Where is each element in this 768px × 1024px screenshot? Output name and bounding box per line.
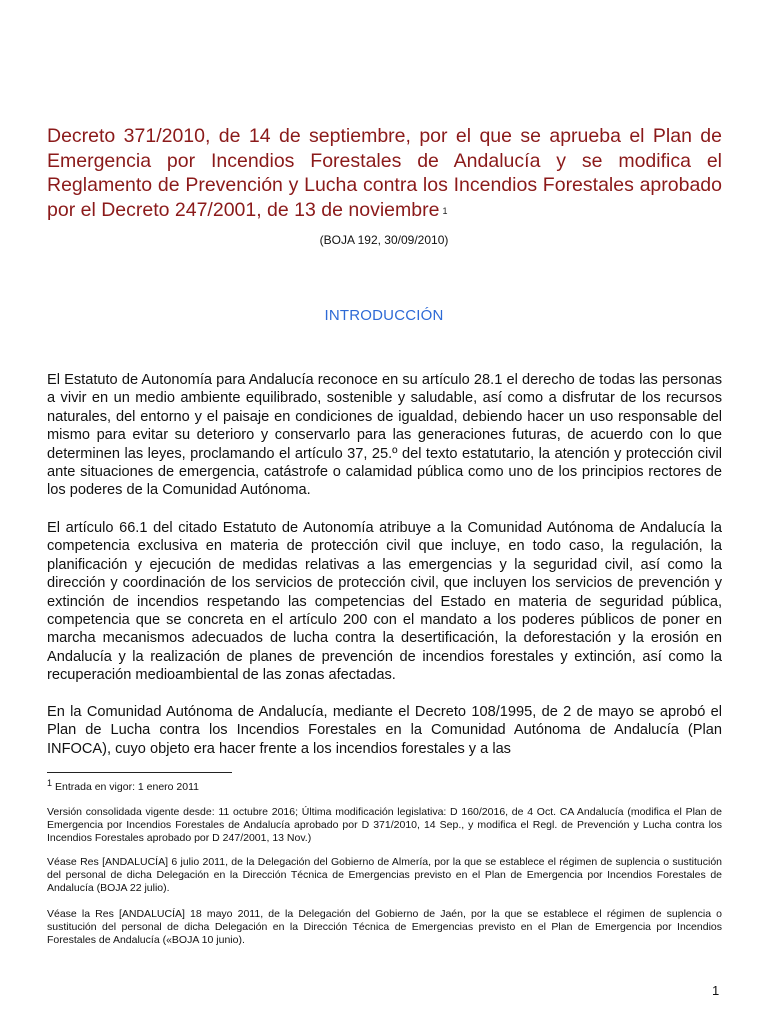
page-number: 1 xyxy=(712,983,720,998)
footnote-note-1: Versión consolidada vigente desde: 11 octubre 2016; Última modificación legislativa: D 160/2016, de 4 Oct. CA Andalucía (modifica el Plan de Emergencia por Incendios Forestales de Andalucía aprobado por D 371/2010, 14 Sep., y modifica el Regl. de Prevención y Lucha contra los Incendios Forestales aprobado por D 247/2001, 13 Nov.) xyxy=(47,806,722,845)
section-heading: INTRODUCCIÓN xyxy=(324,307,444,324)
paragraph-1: El Estatuto de Autonomía para Andalucía reconoce en su artículo 28.1 el derecho de todas las personas a vivir en un medio ambiente equilibrado, sostenible y saludable, así como a disfrutar de los recursos naturales, del entorno y el paisaje en condiciones de igualdad, debiendo hacer un uso responsable del mismo para evitar su deterioro y conservarlo para las generaciones futuras, de acuerdo con lo que determinen las leyes, proclamando el artículo 37, 25.º del texto estatutario, la atención y protección civil ante situaciones de emergencia, catástrofe o calamidad pública como uno de los principios rectores de los poderes de la Comunidad Autónoma. xyxy=(47,372,722,499)
paragraph-3: En la Comunidad Autónoma de Andalucía, mediante el Decreto 108/1995, de 2 de mayo se aprobó el Plan de Lucha contra los Incendios Forestales en la Comunidad Autónoma de Andalucía (Plan INFOCA), cuyo objeto era hacer frente a los incendios forestales y a las xyxy=(47,704,722,757)
title-footnote-ref[interactable]: 1 xyxy=(442,205,448,216)
footnote-note-3: Véase la Res [ANDALUCÍA] 18 mayo 2011, de la Delegación del Gobierno de Jaén, por la que se establece el régimen de suplencia o sustitución del personal de dicha Delegación en la Dirección Técnica de Emergencias previsto en el Plan de Emergencia por Incendios Forestales de Andalucía («BOJA 10 junio). xyxy=(47,908,722,947)
document-title xyxy=(47,124,722,223)
footnote-1 xyxy=(47,776,199,794)
document-title-text: Decreto 371/2010, de 14 de septiembre, por el que se aprueba el Plan de Emergencia por Incendios Forestales de Andalucía y se modifica el Reglamento de Prevención y Lucha contra los Incendios Forestales aprobado por el Decreto 247/2001, de 13 de noviembre xyxy=(47,125,722,221)
footnote-number: 1 xyxy=(47,778,53,788)
paragraph-2: El artículo 66.1 del citado Estatuto de Autonomía atribuye a la Comunidad Autónoma de Andalucía la competencia exclusiva en materia de protección civil que incluye, en todo caso, la regulación, la planificación y ejecución de medidas relativas a las emergencias y la seguridad civil, así como la dirección y coordinación de los servicios de protección civil, que incluyen los servicios de prevención y extinción de incendios respetando las competencias del Estado en materia de seguridad pública, competencia que se concreta en el artículo 200 con el mandato a los poderes públicos de poner en marcha mecanismos adecuados de lucha contra la desertificación, la deforestación y la erosión en Andalucía y la realización de planes de prevención de incendios forestales y extinción, así como la recuperación medioambiental de las zonas afectadas. xyxy=(47,520,722,684)
publication-reference: (BOJA 192, 30/09/2010) xyxy=(319,233,449,247)
footnote-note-2: Véase Res [ANDALUCÍA] 6 julio 2011, de la Delegación del Gobierno de Almería, por la que se establece el régimen de suplencia o sustitución del personal de dicha Delegación en la Dirección Técnica de Emergencias previsto en el Plan de Emergencia por Incendios Forestales de Andalucía (BOJA 22 julio). xyxy=(47,856,722,895)
footnote-entry: Entrada en vigor: 1 enero 2011 xyxy=(55,781,200,793)
footnote-separator xyxy=(47,772,232,773)
